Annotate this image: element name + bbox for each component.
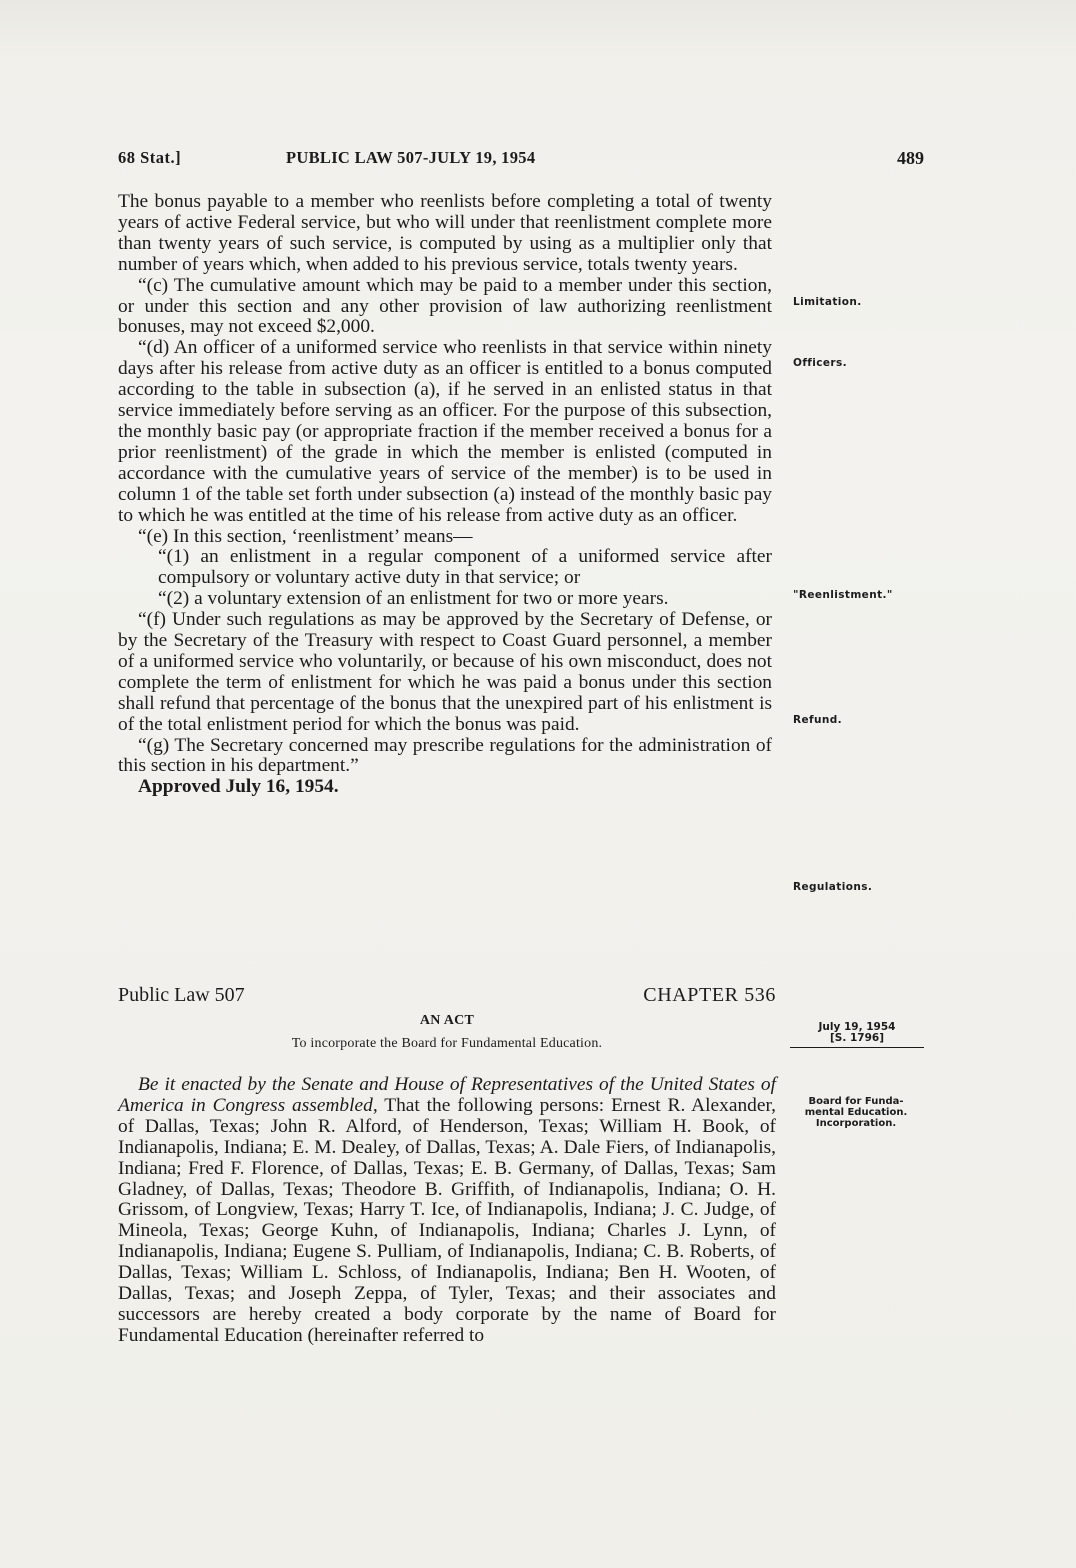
enacting-clause xyxy=(118,1075,776,1347)
board-note-line-2: mental Education. xyxy=(804,1107,908,1118)
enactment-date: July 19, 1954 xyxy=(818,1021,896,1033)
paragraph-subsection-g: “(g) The Secretary concerned may prescribe regulations for the administration of this section in his department.” xyxy=(118,734,772,777)
margin-note-board xyxy=(788,1096,924,1129)
paragraph-subsection-e2: “(2) a voluntary extension of an enlistment for two or more years. xyxy=(158,588,669,610)
page-header xyxy=(118,148,924,170)
margin-note-limitation: Limitation. xyxy=(793,296,862,308)
board-note-line-3: Incorporation. xyxy=(815,1118,897,1129)
senate-bill-number: [S. 1796] xyxy=(829,1032,885,1044)
main-text xyxy=(118,192,772,798)
public-law-heading xyxy=(118,984,776,1010)
paragraph-bonus-twenty-years: The bonus payable to a member who reenlists before completing a total of twenty years of active Federal service, but who will under that reenlistment complete more than twenty years of such service, is computed by using as a multiplier only that number of years which, when added to his previous service, totals twenty years. xyxy=(118,191,772,275)
act-purpose: To incorporate the Board for Fundamental Education. xyxy=(291,1036,603,1051)
margin-note-officers: Officers. xyxy=(793,357,848,369)
date-note-rule xyxy=(790,1047,924,1048)
enacting-text: That the following persons: Ernest R. Alexander, of Dallas, Texas; John R. Alford, of Henderson, Texas; William H. Book, of Indianapolis, Indiana; E. M. Dealey, of Dallas, Texas; A. Dale Fiers, of Indianapolis, Indiana; Fred F. Florence, of Dallas, Texas; E. B. Germany, of Dallas, Texas; Sam Gladney, of Dallas, Texas; Theodore B. Griffith, of Indianapolis, Indiana; O. H. Grissom, of Longview, Texas; Harry T. Ice, of Indianapolis, Indiana; J. C. Judge, of Mineola, Texas; George Kuhn, of Indianapolis, Indiana; Charles J. Lynn, of Indianapolis, Indiana; Eugene S. Pulliam, of Indianapolis, Indiana; C. B. Roberts, of Dallas, Texas; William L. Schloss, of Indianapolis, Indiana; Ben H. Wooten, of Dallas, Texas; and Joseph Zeppa, of Tyler, Texas; and their associates and successors are hereby created a body corporate by the name of Board for Fundamental Education (hereinafter referred to xyxy=(118,1094,776,1346)
an-act-heading: AN ACT xyxy=(419,1013,475,1028)
paragraph-subsection-c: “(c) The cumulative amount which may be paid to a member under this section, or under this section and any other provision of law authorizing reenlistment bonuses, may not exceed $2,000. xyxy=(118,274,772,338)
paragraph-subsection-f: “(f) Under such regulations as may be approved by the Secretary of Defense, or by the Secretary of the Treasury with respect to Coast Guard personnel, a member of a uniformed service who voluntarily, or because of his own misconduct, does not complete the term of enlistment for which he was paid a bonus under this section shall refund that percentage of the bonus that the unexpired part of his enlistment is of the total enlistment period for which the bonus was paid. xyxy=(118,609,772,735)
enacting-formula: Be it enacted by the Senate and House of Representatives of the United States of America in Congress assembled, xyxy=(118,1074,776,1116)
approved-date: Approved July 16, 1954. xyxy=(138,776,339,798)
law-title: PUBLIC LAW 507-JULY 19, 1954 xyxy=(286,148,536,167)
paragraph-subsection-d: “(d) An officer of a uniformed service who reenlists in that service within ninety days after his release from active duty as an officer is entitled to a bonus computed according to the table in subsection (a), if he served in an enlisted status in that service immediately before serving as an officer. For the purpose of this subsection, the monthly basic pay (or appropriate fraction if the member received a bonus for a prior reenlistment) of the grade in which the member is enlisted (computed in accordance with the cumulative years of service of the member) is to be used in column 1 of the table set forth under subsection (a) instead of the monthly basic pay to which he was entitled at the time of his release from active duty as an officer. xyxy=(118,337,772,526)
paragraph-subsection-e: “(e) In this section, ‘reenlistment’ means— xyxy=(138,525,473,547)
chapter-number: CHAPTER 536 xyxy=(643,984,776,1006)
paragraph-subsection-e1: “(1) an enlistment in a regular component of a uniformed service after compulsory or voluntary active duty in that service; or xyxy=(158,546,772,589)
margin-note-reenlistment: "Reenlistment." xyxy=(793,589,893,601)
board-note-line-1: Board for Funda- xyxy=(808,1096,904,1107)
enactment-date-note xyxy=(790,1022,924,1048)
margin-note-refund: Refund. xyxy=(793,714,843,726)
page-number: 489 xyxy=(897,148,924,168)
public-law-number: Public Law 507 xyxy=(118,984,245,1006)
margin-note-regulations: Regulations. xyxy=(793,881,873,893)
statute-volume: 68 Stat.] xyxy=(118,148,182,167)
